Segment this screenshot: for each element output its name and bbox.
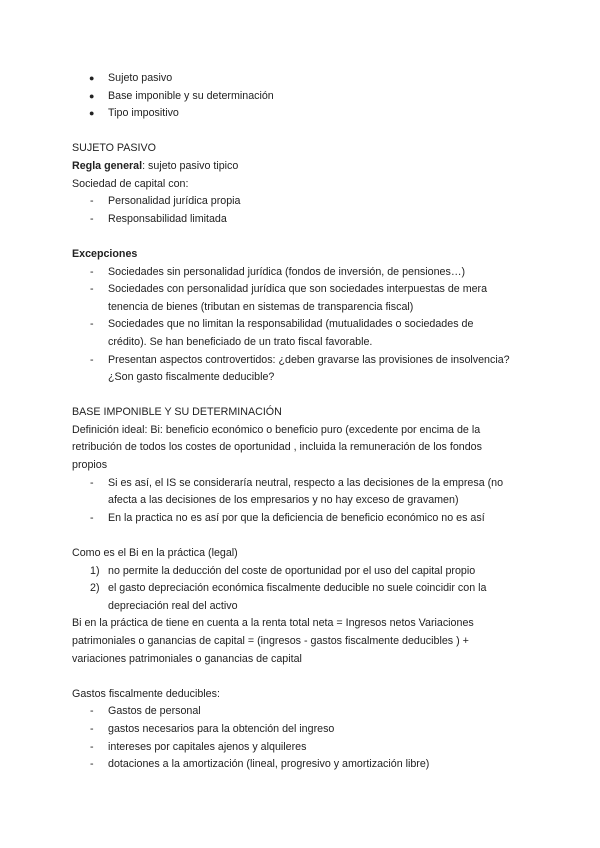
- dash-icon: -: [90, 476, 94, 489]
- list-item: ● Base imponible y su determinación: [72, 88, 542, 106]
- list-item: ● Tipo impositivo: [72, 105, 542, 123]
- como-heading: Como es el Bi en la práctica (legal): [72, 547, 238, 560]
- excepciones-heading: Excepciones: [72, 247, 138, 260]
- definicion-list: [72, 475, 542, 528]
- bi-line: variaciones patrimoniales o ganancias de capital: [72, 652, 302, 665]
- list-item: - Presentan aspectos controvertidos: ¿deben gravarse las provisiones de insolvencia? ¿Son gasto fiscalmente deducible?: [90, 353, 510, 384]
- list-item: - intereses por capitales ajenos y alquileres: [72, 739, 542, 757]
- list-item: - Si es así, el IS se consideraría neutral, respecto a las decisiones de la empresa (no afecta a las decisiones de los empresarios y no hay exceso de gravamen): [90, 476, 504, 507]
- section-heading: SUJETO PASIVO: [72, 142, 156, 155]
- list-item: - gastos necesarios para la obtención del ingreso: [72, 721, 542, 739]
- definicion-line: propios: [72, 459, 108, 472]
- list-item: - Responsabilidad limitada: [72, 211, 542, 229]
- list-item: - Sociedades sin personalidad jurídica (fondos de inversión, de pensiones…): [72, 264, 542, 282]
- dash-icon: -: [90, 265, 94, 278]
- list-item: 2) el gasto depreciación económica fiscalmente deducible no suele coincidir con la depreciación real del activo: [90, 582, 487, 612]
- document-page: [72, 70, 542, 774]
- dash-icon: -: [90, 318, 94, 331]
- sociedad-list: [72, 193, 542, 228]
- definicion-line: Definición ideal: Bi: beneficio económico o beneficio puro (excedente por encima de la: [72, 423, 481, 436]
- numbered-list: [72, 563, 542, 616]
- gastos-list: [72, 703, 542, 773]
- bi-line: patrimoniales o ganancias de capital = (ingresos - gastos fiscalmente deducibles ) +: [72, 635, 469, 647]
- gastos-heading: Gastos fiscalmente deducibles:: [72, 687, 220, 700]
- list-item: ● Sujeto pasivo: [72, 70, 542, 88]
- excepciones-list: [72, 264, 542, 387]
- dash-icon: -: [90, 740, 94, 753]
- list-item: - En la practica no es así por que la deficiencia de beneficio económico no es así: [72, 510, 542, 528]
- dash-icon: -: [90, 722, 94, 735]
- dash-icon: -: [90, 283, 94, 296]
- sociedad-capital: Sociedad de capital con:: [72, 177, 189, 190]
- dash-icon: -: [90, 511, 94, 524]
- list-item: 1) no permite la deducción del coste de oportunidad por el uso del capital propio: [90, 564, 476, 577]
- section-heading: BASE IMPONIBLE Y SU DETERMINACIÓN: [72, 406, 282, 419]
- topic-list: [72, 70, 542, 123]
- bullet-icon: ●: [89, 73, 95, 83]
- bullet-icon: ●: [89, 90, 95, 101]
- definicion-line: retribución de todos los costes de oportunidad , incluida la remuneración de los fondos: [72, 441, 482, 454]
- dash-icon: -: [90, 353, 94, 366]
- list-item: - dotaciones a la amortización (lineal, progresivo y amortización libre): [72, 756, 542, 774]
- dash-icon: -: [90, 705, 94, 718]
- bi-line: Bi en la práctica de tiene en cuenta a la renta total neta = Ingresos netos Variaciones: [72, 617, 474, 630]
- bullet-icon: ●: [89, 108, 95, 119]
- list-item: - Gastos de personal: [72, 703, 542, 721]
- dash-icon: -: [90, 195, 94, 208]
- list-item: - Sociedades que no limitan la responsabilidad (mutualidades o sociedades de crédito). Se han beneficiado de un trato fiscal favorable.: [90, 318, 474, 348]
- dash-icon: -: [90, 212, 94, 225]
- regla-general: Regla general: sujeto pasivo tipico: [72, 159, 239, 172]
- list-item: - Personalidad jurídica propia: [72, 193, 542, 211]
- dash-icon: -: [90, 758, 94, 771]
- list-item: - Sociedades con personalidad jurídica que son sociedades interpuestas de mera tenencia de bienes (tributan en sistemas de transparencia fiscal): [90, 283, 488, 313]
